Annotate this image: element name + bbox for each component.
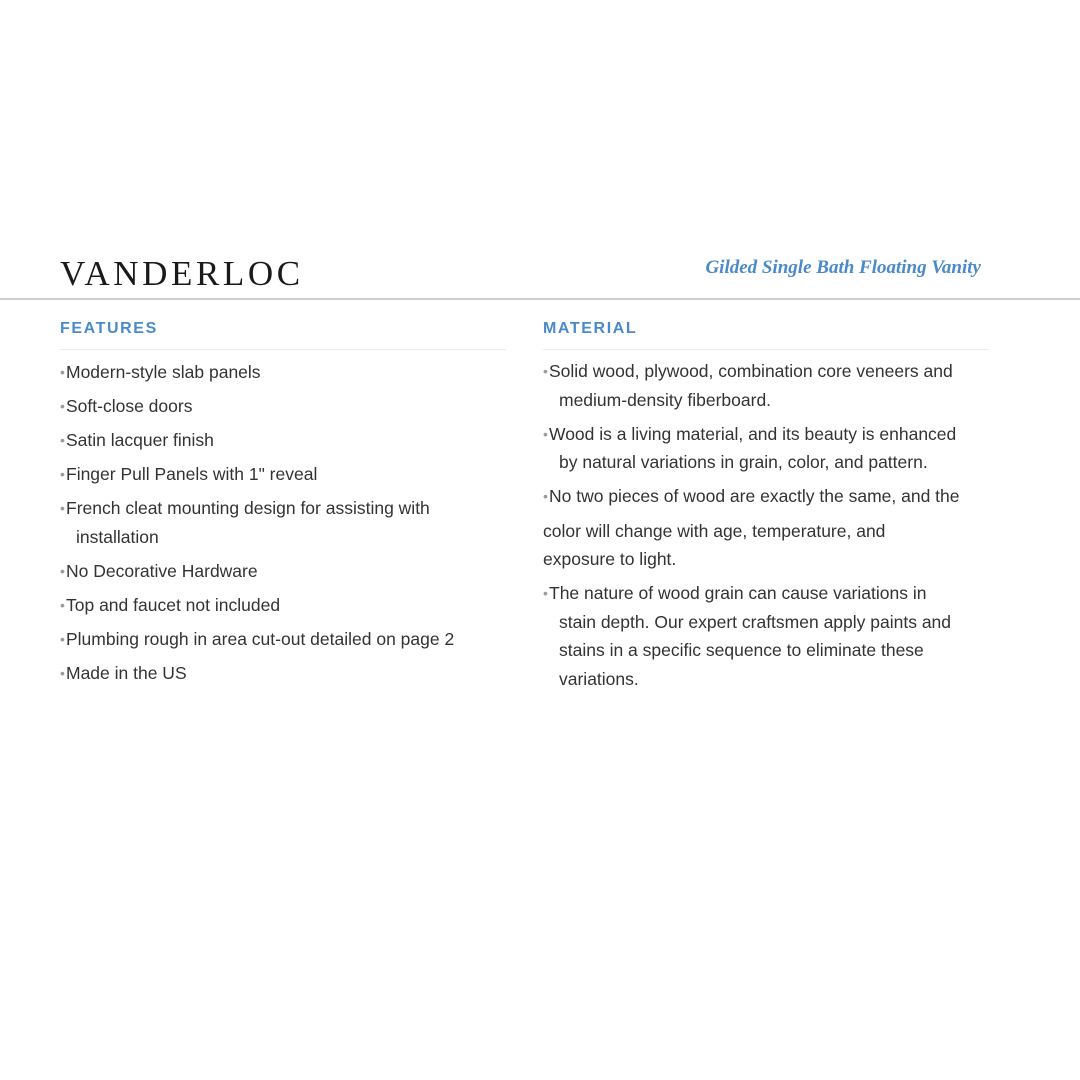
material-list	[543, 357, 1003, 699]
bullet-icon: •	[60, 500, 65, 516]
bullet-icon: •	[543, 488, 548, 504]
list-item-text: Wood is a living material, and its beauty is enhanced	[549, 423, 957, 444]
list-item	[60, 557, 520, 586]
list-item	[60, 625, 520, 654]
bullet-icon: •	[60, 562, 65, 579]
list-item-text: The nature of wood grain can cause variations in	[549, 583, 927, 603]
list-item-text: Solid wood, plywood, combination core veneers and	[549, 361, 953, 381]
list-item	[60, 659, 520, 688]
features-list	[60, 358, 520, 693]
bullet-icon: •	[60, 630, 65, 647]
list-item-text: Soft-close doors	[66, 396, 193, 416]
list-item-text-continued: stains in a specific sequence to eliminate these	[559, 640, 924, 660]
list-item-text-continued: installation	[76, 526, 159, 547]
bullet-icon: •	[543, 363, 548, 379]
bullet-icon: •	[60, 398, 65, 414]
list-item-text-continued: stain depth. Our expert craftsmen apply paints and	[559, 611, 952, 632]
list-item	[60, 392, 520, 421]
list-item-text-continued: color will change with age, temperature, and	[543, 520, 886, 541]
bullet-icon: •	[60, 364, 65, 380]
bullet-icon: •	[60, 596, 65, 613]
list-item-text: Modern-style slab panels	[66, 362, 261, 382]
list-item	[543, 579, 1003, 693]
list-item-text-continued: variations.	[559, 668, 639, 689]
material-heading: MATERIAL	[543, 320, 638, 337]
list-item-text-continued: by natural variations in grain, color, and pattern.	[559, 452, 928, 472]
list-item	[60, 426, 520, 455]
list-item	[60, 591, 520, 620]
list-item	[60, 494, 520, 551]
list-item	[543, 357, 1003, 414]
list-item-text-continued: medium-density fiberboard.	[559, 389, 772, 410]
bullet-icon: •	[543, 585, 548, 601]
material-divider	[543, 349, 989, 350]
list-item	[543, 420, 1003, 477]
list-item-text: No two pieces of wood are exactly the same, and the	[549, 486, 960, 506]
list-item	[543, 482, 1003, 574]
features-divider	[60, 349, 506, 350]
product-title: Gilded Single Bath Floating Vanity	[705, 257, 981, 278]
list-item-text: French cleat mounting design for assisting with	[66, 498, 430, 518]
bullet-icon: •	[543, 425, 548, 442]
list-item	[60, 358, 520, 387]
bullet-icon: •	[60, 664, 65, 681]
list-item-text: Satin lacquer finish	[66, 430, 214, 450]
bullet-icon: •	[60, 466, 65, 482]
list-item-text: Plumbing rough in area cut-out detailed on page 2	[66, 628, 455, 649]
list-item-text: Made in the US	[66, 662, 187, 683]
header-divider	[0, 298, 1080, 300]
list-item-text-continued: exposure to light.	[543, 549, 677, 569]
brand-logo: VANDERLOC	[60, 254, 304, 293]
list-item	[60, 460, 520, 489]
features-heading: FEATURES	[60, 320, 158, 337]
list-item-text: Finger Pull Panels with 1" reveal	[66, 464, 318, 484]
list-item-text: No Decorative Hardware	[66, 560, 258, 581]
bullet-icon: •	[60, 432, 65, 448]
list-item-text: Top and faucet not included	[66, 594, 281, 615]
